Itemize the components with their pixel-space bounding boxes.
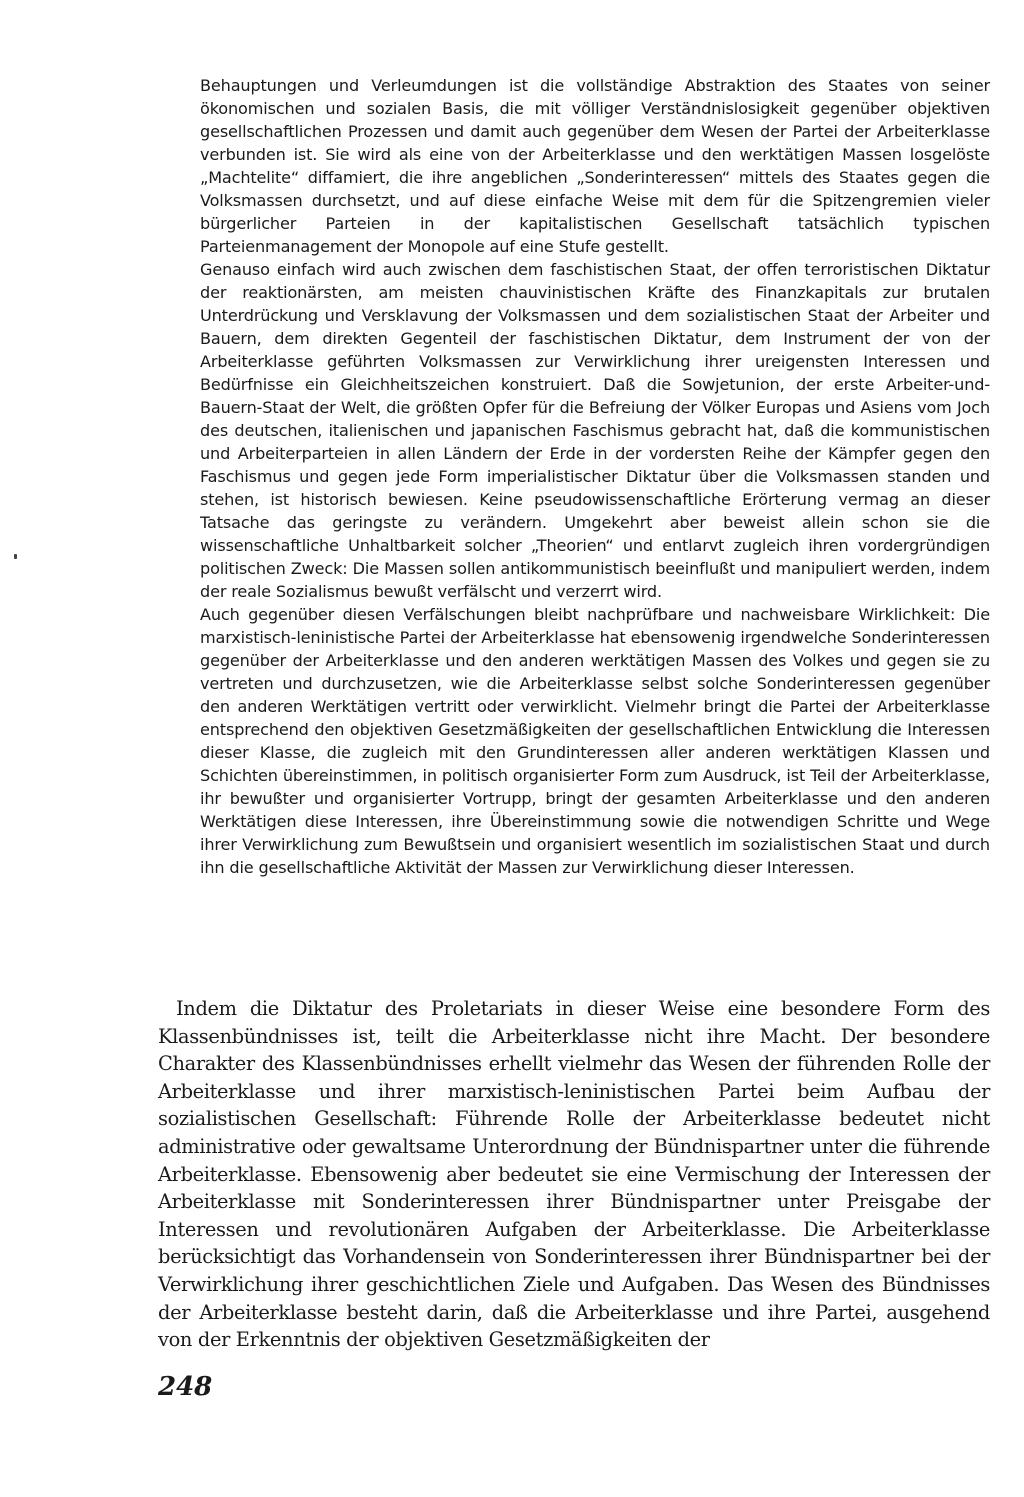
scan-speck: [14, 554, 17, 559]
quoted-text-block: [200, 74, 990, 879]
small-paragraph-3: Auch gegenüber diesen Verfälschungen bleibt nachprüfbare und nachweisbare Wirklichkeit: Die marxistisch-leninistische Partei der Arbeiterklasse hat ebensowenig irgendwelche Sonderinteressen gegenüber der Arbeiterklasse und den anderen werktätigen Massen des Volkes und gegen sie zu vertreten und durchzusetzen, wie die Arbeiterklasse selbst solche Sonderinteressen gegenüber den anderen Werktätigen vertritt oder verwirklicht. Vielmehr bringt die Partei der Arbeiterklasse entsprechend den objektiven Gesetzmäßigkeiten der gesellschaftlichen Entwicklung die Interessen dieser Klasse, die zugleich mit den Grundinteressen aller anderen werktätigen Klassen und Schichten übereinstimmen, in politisch organisierter Form zum Ausdruck, ist Teil der Arbeiterklasse, ihr bewußter und organisierter Vortrupp, bringt der gesamten Arbeiterklasse und den anderen Werktätigen diese Interessen, ihre Übereinstimmung sowie die notwendigen Schritte und Wege ihrer Verwirklichung zum Bewußtsein und organisiert wesentlich im sozialistischen Staat und durch ihn die gesellschaftliche Aktivität der Massen zur Verwirklichung dieser Interessen.: [200, 605, 990, 877]
page-number: 248: [158, 1372, 213, 1402]
small-paragraph-2: Genauso einfach wird auch zwischen dem faschistischen Staat, der offen terroristischen Diktatur der reaktionärsten, am meisten chauvinistischen Kräfte des Finanzkapitals zur brutalen Unterdrückung und Versklavung der Volksmassen und dem sozialistischen Staat der Arbeiter und Bauern, dem direkten Gegenteil der faschistischen Diktatur, dem Instrument der von der Arbeiterklasse geführten Volksmassen zur Verwirklichung ihrer ureigensten Interessen und Bedürfnisse ein Gleichheitszeichen konstruiert. Daß die Sowjetunion, der erste Arbeiter-und-Bauern-Staat der Welt, die größten Opfer für die Befreiung der Völker Europas und Asiens vom Joch des deutschen, italienischen und japanischen Faschismus gebracht hat, daß die kommunistischen und Arbeiterparteien in allen Ländern der Erde in der vordersten Reihe der Kämpfer gegen den Faschismus und gegen jede Form imperialistischer Diktatur über die Volksmassen standen und stehen, ist historisch bewiesen. Keine pseudowissenschaftliche Erörterung vermag an dieser Tatsache das geringste zu verändern. Umgekehrt aber beweist allein schon sie die wissenschaftliche Unhaltbarkeit solcher „Theorien“ und entlarvt zugleich ihren vordergründigen politischen Zweck: Die Massen sollen antikommunistisch beeinflußt und manipuliert werden, indem der reale Sozialismus bewußt verfälscht und verzerrt wird.: [200, 260, 990, 601]
main-text-block: [158, 995, 990, 1354]
small-paragraph-1: Behauptungen und Verleumdungen ist die vollständige Abstraktion des Staates von seiner ökonomischen und sozialen Basis, die mit völliger Verständnislosigkeit gegenüber objektiven gesellschaftlichen Prozessen und damit auch gegenüber dem Wesen der Partei der Arbeiterklasse verbunden ist. Sie wird als eine von der Arbeiterklasse und den werktätigen Massen losgelöste „Machtelite“ diffamiert, die ihre angeblichen „Sonderinteressen“ mittels des Staates gegen die Volksmassen durchsetzt, und auf diese einfache Weise mit dem für die Spitzengremien vieler bürgerlicher Parteien in der kapitalistischen Gesellschaft tatsächlich typischen Parteienmanagement der Monopole auf eine Stufe gestellt.: [200, 76, 990, 256]
main-paragraph-1: Indem die Diktatur des Proletariats in dieser Weise eine besondere Form des Klassenbündnisses ist, teilt die Arbeiterklasse nicht ihre Macht. Der besondere Charakter des Klassenbündnisses erhellt vielmehr das Wesen der führenden Rolle der Arbeiterklasse und ihrer marxistisch-leninistischen Partei beim Aufbau der sozialistischen Gesellschaft: Führende Rolle der Arbeiterklasse bedeutet nicht administrative oder gewaltsame Unterordnung der Bündnispartner unter die führende Arbeiterklasse. Ebensowenig aber bedeutet sie eine Vermischung der Interessen der Arbeiterklasse mit Sonderinteressen ihrer Bündnispartner unter Preisgabe der Interessen und revolutionären Aufgaben der Arbeiterklasse. Die Arbeiterklasse berücksichtigt das Vorhandensein von Sonderinteressen ihrer Bündnispartner bei der Verwirklichung ihrer geschichtlichen Ziele und Aufgaben. Das Wesen des Bündnisses der Arbeiterklasse besteht darin, daß die Arbeiterklasse und ihre Partei, ausgehend von der Erkenntnis der objektiven Gesetzmäßigkeiten der: [158, 997, 990, 1352]
